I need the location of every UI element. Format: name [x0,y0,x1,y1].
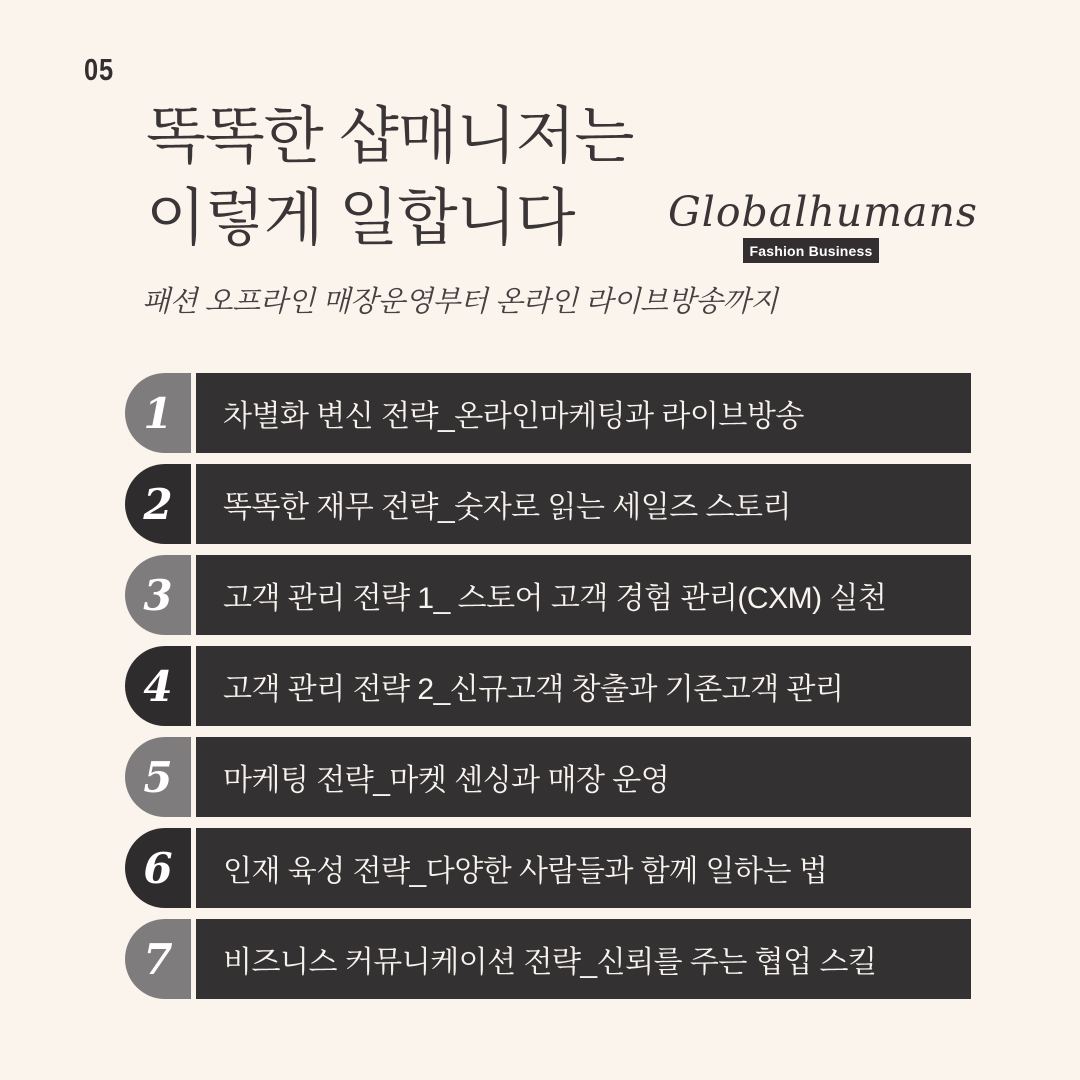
item-number-badge: 2 [125,464,191,544]
item-label-bar: 똑똑한 재무 전략_숫자로 읽는 세일즈 스토리 [196,464,971,544]
list-item [125,737,971,817]
item-label-bar: 비즈니스 커뮤니케이션 전략_신뢰를 주는 협업 스킬 [196,919,971,999]
brand-badge [743,238,879,263]
page-subtitle: 패션 오프라인 매장운영부터 온라인 라이브방송까지 [142,286,778,318]
brand-badge-label: Fashion Business [749,242,873,259]
list-item [125,373,971,453]
page-number: 05 [84,52,114,87]
item-number-badge: 4 [125,646,191,726]
page-title-line1: 똑똑한 샵매니저는 [146,102,634,171]
strategy-list [125,373,971,1010]
item-label-bar: 고객 관리 전략 1_ 스토어 고객 경험 관리(CXM) 실천 [196,555,971,635]
item-label-bar: 고객 관리 전략 2_신규고객 창출과 기존고객 관리 [196,646,971,726]
list-item [125,646,971,726]
list-item [125,464,971,544]
item-number-badge: 6 [125,828,191,908]
list-item [125,919,971,999]
item-number-badge: 3 [125,555,191,635]
item-label-bar: 인재 육성 전략_다양한 사람들과 함께 일하는 법 [196,828,971,908]
item-label-bar: 차별화 변신 전략_온라인마케팅과 라이브방송 [196,373,971,453]
item-number-badge: 1 [125,373,191,453]
brand-logo-text: Globalhumans [668,188,978,236]
item-number-badge: 7 [125,919,191,999]
page-title-line2: 이렇게 일합니다 [146,184,575,253]
page-title [146,96,633,260]
item-number-badge: 5 [125,737,191,817]
list-item [125,828,971,908]
item-label-bar: 마케팅 전략_마켓 센싱과 매장 운영 [196,737,971,817]
list-item [125,555,971,635]
